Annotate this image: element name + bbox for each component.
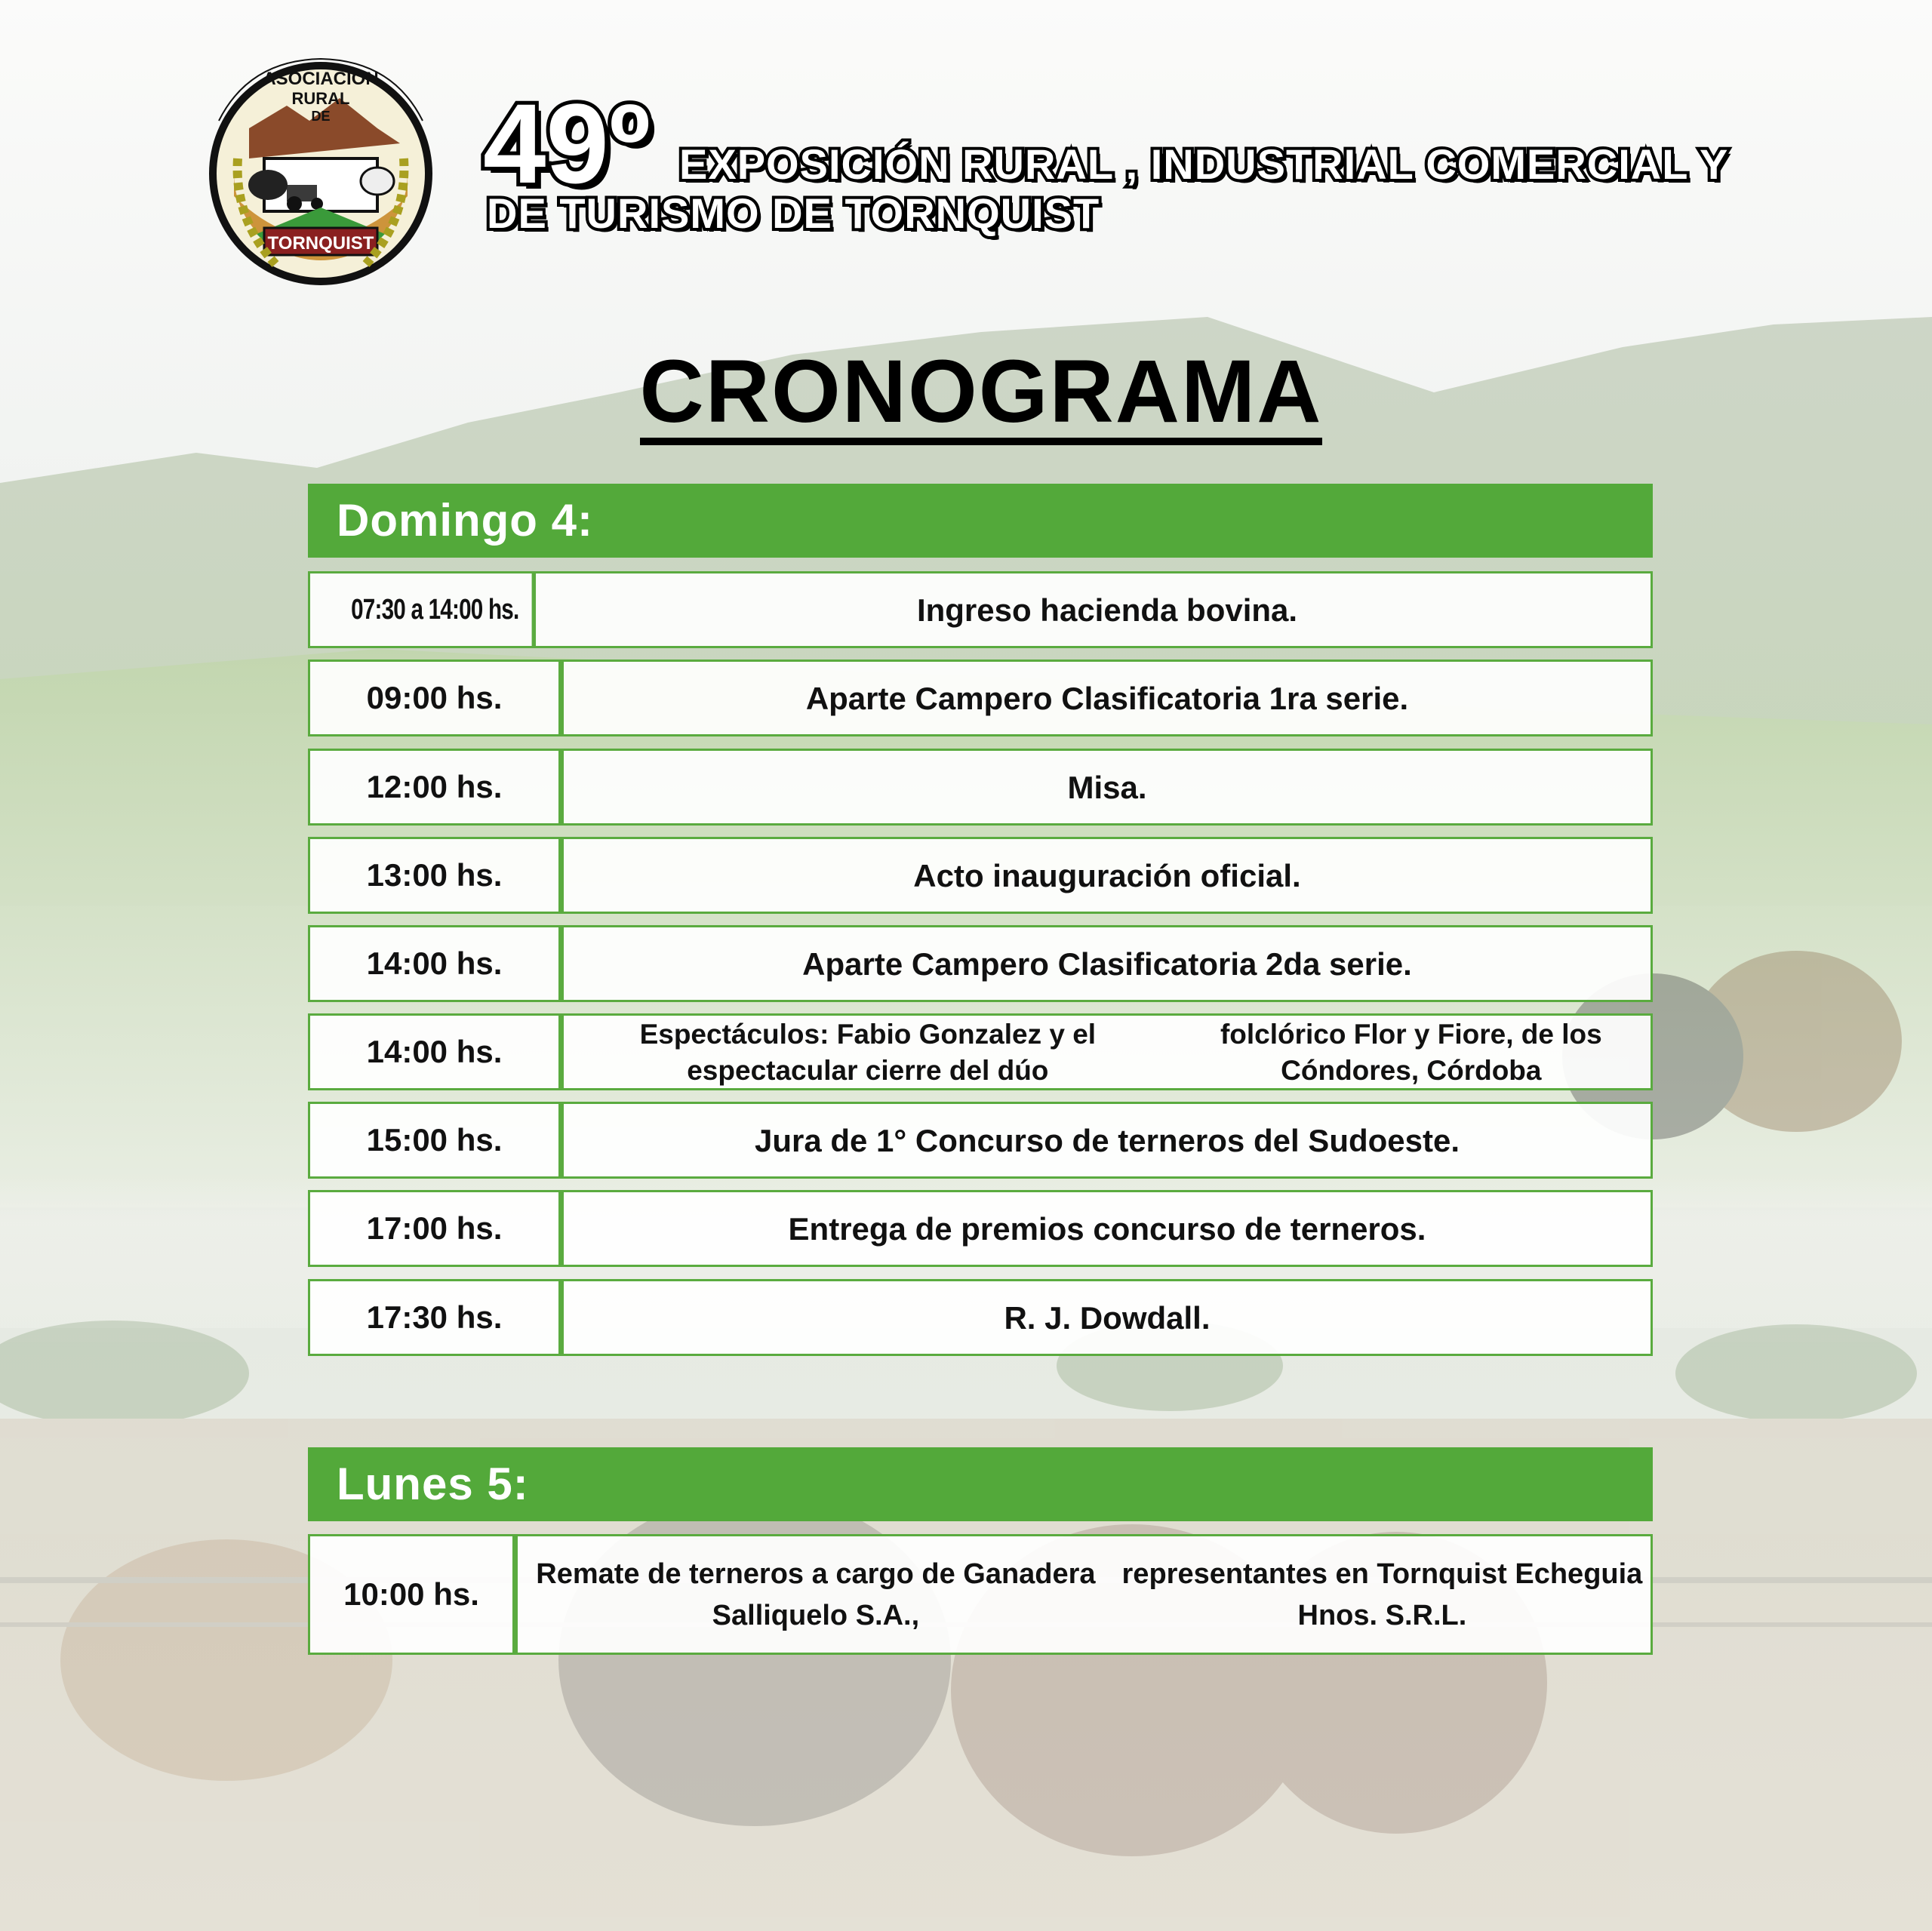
logo-top-text: ASOCIACION (263, 69, 379, 89)
event-time: 10:00 hs. (310, 1536, 518, 1653)
event-description: R. J. Dowdall. (1004, 1300, 1211, 1336)
schedule-row (308, 1102, 1653, 1179)
page-title (0, 342, 1932, 445)
event-description (518, 1536, 1651, 1653)
day-header-lunes: Lunes 5: (308, 1447, 1653, 1521)
logo-small-text: DE (311, 109, 331, 124)
schedule-row (308, 1279, 1653, 1356)
exposition-title-line-1: EXPOSICIÓN RURAL , INDUSTRIAL COMERCIAL Y (679, 140, 1729, 188)
event-description (564, 1016, 1651, 1088)
event-description: Acto inauguración oficial. (913, 858, 1301, 893)
exposition-title-line-2: DE TURISMO DE TORNQUIST (487, 189, 1100, 237)
schedule-row (308, 660, 1653, 736)
event-description: Misa. (1067, 770, 1147, 805)
event-description: Entrega de premios concurso de terneros. (788, 1211, 1426, 1247)
event-time: 17:30 hs. (310, 1281, 564, 1354)
event-time: 15:00 hs. (310, 1104, 564, 1176)
schedule-row (308, 837, 1653, 914)
edition-number: 49º (483, 80, 651, 207)
event-time: 14:00 hs. (310, 927, 564, 1000)
schedule-row (308, 1534, 1653, 1655)
association-logo (204, 45, 438, 294)
event-description: Ingreso hacienda bovina. (916, 592, 1298, 628)
event-description-line-1: Remate de terneros a cargo de Ganadera Salliquelo S.A., (536, 1557, 1096, 1631)
event-description-line-2: representantes en Tornquist Echeguia Hnos. S.R.L. (1121, 1557, 1643, 1631)
logo-mid-text: RURAL (291, 89, 350, 108)
page-title-text: CRONOGRAMA (640, 347, 1323, 445)
event-description-line-2: folclórico Flor y Fiore, de los Cóndores, Córdoba (1220, 1018, 1602, 1086)
schedule-row (308, 1190, 1653, 1267)
event-description: Jura de 1° Concurso de terneros del Sudoeste. (754, 1123, 1460, 1158)
event-time: 07:30 a 14:00 hs. (338, 573, 536, 646)
event-description-line-1: Espectáculos: Fabio Gonzalez y el espectacular cierre del dúo (639, 1018, 1097, 1086)
event-description: Aparte Campero Clasificatoria 2da serie. (802, 946, 1412, 982)
logo-banner-text: TORNQUIST (267, 233, 374, 254)
schedule-row (308, 925, 1653, 1002)
event-description: Aparte Campero Clasificatoria 1ra serie. (805, 681, 1409, 716)
event-time: 14:00 hs. (310, 1016, 564, 1088)
event-time: 17:00 hs. (310, 1192, 564, 1265)
event-time: 09:00 hs. (310, 662, 564, 734)
event-time: 12:00 hs. (310, 751, 564, 823)
schedule-row (308, 749, 1653, 826)
schedule-row (308, 571, 1653, 648)
event-time: 13:00 hs. (310, 839, 564, 912)
day-header-domingo: Domingo 4: (308, 484, 1653, 558)
schedule-row (308, 1013, 1653, 1090)
